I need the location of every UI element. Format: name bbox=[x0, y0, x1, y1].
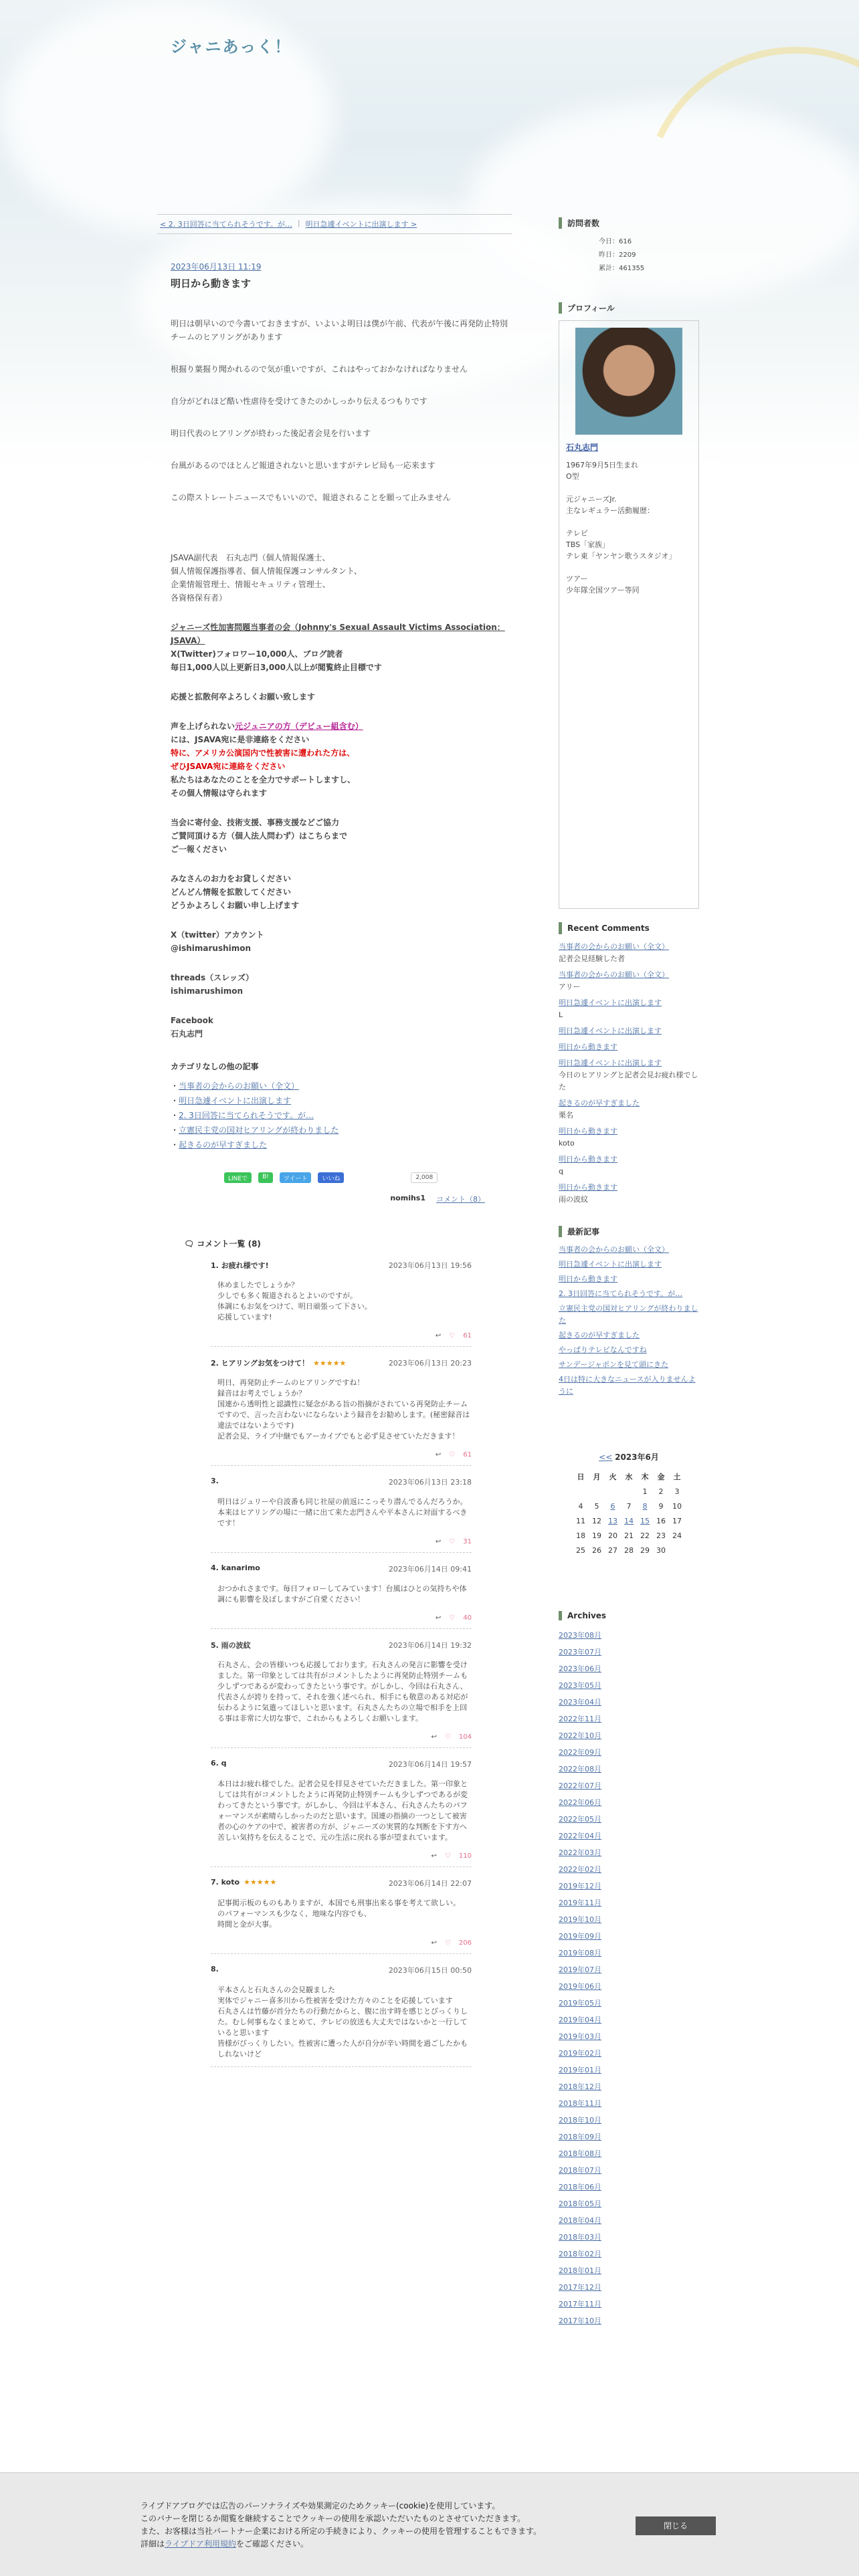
recent-comment-post-link[interactable]: 明日急遽イベントに出演します bbox=[559, 1059, 662, 1067]
newest-post-link[interactable]: サンデージャポンを見て頭にきた bbox=[559, 1360, 669, 1369]
rating-stars: ★★★★★ bbox=[313, 1359, 347, 1368]
calendar-day: 25 bbox=[576, 1545, 585, 1555]
nav-separator: | bbox=[297, 219, 300, 227]
main-article bbox=[157, 214, 512, 2067]
calendar-day: 10 bbox=[672, 1501, 682, 1511]
comment-item bbox=[211, 1553, 472, 1629]
call-line: には、JSAVA宛に是非連絡をください bbox=[171, 735, 310, 744]
archive-link[interactable]: 2022年05月 bbox=[559, 1815, 601, 1824]
archive-link[interactable]: 2019年05月 bbox=[559, 1999, 601, 2008]
archive-link[interactable]: 2018年07月 bbox=[559, 2166, 601, 2175]
visit-yesterday: 昨日：2209 bbox=[599, 251, 636, 259]
reply-icon[interactable]: ↩ bbox=[435, 1538, 442, 1545]
calendar-day bbox=[589, 1484, 605, 1499]
newest-post-link[interactable]: 明日急遽イベントに出演します bbox=[559, 1260, 662, 1269]
heart-icon[interactable]: ♡ bbox=[444, 1939, 451, 1947]
like-count: 104 bbox=[458, 1733, 472, 1741]
help-line: どんどん情報を拡散してください bbox=[171, 887, 292, 897]
calendar-day: 23 bbox=[656, 1531, 666, 1540]
archive-link[interactable]: 2018年10月 bbox=[559, 2116, 601, 2125]
comment-body: おつかれさまです。毎日フォローしてみています！台風はひとの気持ちや体調にも影響を及ぼしますがご自愛ください！ bbox=[217, 1584, 467, 1604]
calendar-day: 1 bbox=[642, 1487, 648, 1496]
recent-comment-author: 栗名 bbox=[559, 1111, 573, 1119]
comment-title-wrap bbox=[211, 1358, 346, 1368]
assoc-line: X(Twitter)フォロワー10,000人、ブログ読者 bbox=[171, 649, 343, 659]
calendar-day: 22 bbox=[640, 1531, 650, 1540]
profile-photo bbox=[575, 328, 682, 435]
visit-today: 今日：616 bbox=[599, 238, 632, 245]
calendar-day: 12 bbox=[592, 1516, 601, 1525]
cookie-line bbox=[140, 2538, 541, 2551]
reply-icon[interactable]: ↩ bbox=[431, 1852, 437, 1860]
calendar-day-header: 日 bbox=[577, 1473, 585, 1481]
cookie-line: このバナーを閉じるか閲覧を継続することでクッキーの使用を承認いただいたものとさせていただきます。 bbox=[140, 2514, 526, 2523]
reply-icon[interactable]: ↩ bbox=[435, 1332, 442, 1339]
calendar-prev-link[interactable]: << bbox=[599, 1453, 613, 1462]
calendar-day[interactable]: 6 bbox=[610, 1501, 615, 1511]
calendar-day: 18 bbox=[576, 1531, 585, 1540]
calendar-day[interactable]: 14 bbox=[624, 1516, 634, 1525]
calendar-day: 26 bbox=[592, 1545, 601, 1555]
comments-title bbox=[184, 1238, 512, 1249]
category-link[interactable]: 明日急遽イベントに出演します bbox=[179, 1096, 292, 1105]
list-item: ・起きるのが早すぎました bbox=[171, 1140, 268, 1150]
recent-comment-author: q bbox=[559, 1167, 563, 1176]
archive-link[interactable]: 2019年01月 bbox=[559, 2066, 601, 2074]
comment-actions bbox=[211, 1733, 472, 1741]
red-notice: 特に、アメリカ公演国内で性被害に遭われた方は、 bbox=[171, 748, 355, 758]
like-count: 110 bbox=[458, 1852, 472, 1860]
like-count: 40 bbox=[463, 1614, 472, 1622]
hatena-button[interactable]: B! bbox=[258, 1172, 273, 1183]
comments-link[interactable]: コメント（8） bbox=[436, 1195, 485, 1204]
recent-comment-author: L bbox=[559, 1010, 563, 1019]
comment-date: 2023年06月15日 00:50 bbox=[388, 1966, 472, 1975]
archive-link[interactable]: 2022年07月 bbox=[559, 1782, 601, 1790]
call-line: その個人情報は守られます bbox=[171, 788, 268, 798]
category-link[interactable]: 立憲民主党の国対ヒアリングが終わりました bbox=[179, 1125, 339, 1135]
newest-post-link[interactable]: 当事者の会からのお願い（全文） bbox=[559, 1245, 669, 1254]
cookie-close-button[interactable]: 閉じる bbox=[636, 2516, 716, 2535]
association-link[interactable]: ジャニーズ性加害問題当事者の会（Johnny's Sexual Assault Victims Association：JSAVA） bbox=[171, 623, 505, 645]
paragraph: 台風があるのでほとんど報道されないと思いますがテレビ局も一応来ます bbox=[171, 461, 436, 470]
archive-link[interactable]: 2019年12月 bbox=[559, 1882, 601, 1891]
comment-body: 石丸さん、会の皆様いつも応援しております。石丸さんの発言に影響を受けました。第一印象としては共有がコメントしたように再発防止特別チームも少しずつであるが変わってきたという事です。がしかし、今回は石丸さん、代表さんが誇りを持って、それを強く述べられ、相手にも敬意のある対応が伝わるように気遣ってほしいと思います。石丸さんたちの立場で相手を上回る事は非常に大切な事で、これからもよろしくお願いします。 bbox=[217, 1660, 468, 1723]
paragraph: 明日は朝早いので今書いておきますが、いよいよ明日は僕が午前、代表が午後に再発防止特別チームのヒアリングがあります bbox=[171, 319, 508, 342]
archive-link[interactable]: 2018年01月 bbox=[559, 2266, 601, 2275]
category-list bbox=[157, 1079, 512, 1152]
facebook-label: Facebook bbox=[171, 1016, 213, 1025]
archive-link[interactable]: 2023年06月 bbox=[559, 1665, 601, 1673]
archive-link[interactable]: 2017年10月 bbox=[559, 2317, 601, 2325]
share-buttons bbox=[157, 1172, 512, 1183]
recent-comment-author: 記者会見経験した者 bbox=[559, 954, 625, 963]
recent-comments-title: Recent Comments bbox=[559, 922, 699, 934]
terms-link[interactable]: ライブドア利用規約 bbox=[165, 2539, 236, 2549]
comment-actions bbox=[211, 1852, 472, 1860]
reply-icon[interactable]: ↩ bbox=[435, 1451, 442, 1459]
archive-link[interactable]: 2019年08月 bbox=[559, 1949, 601, 1957]
comment-title-wrap bbox=[211, 1564, 260, 1574]
call-line: 私たちはあなたのことを全力でサポートしますし、 bbox=[171, 775, 356, 784]
archive-link[interactable]: 2018年09月 bbox=[559, 2133, 601, 2141]
paragraph: 根掘り葉掘り聞かれるので気が重いですが、これはやっておかなければなりません bbox=[171, 364, 468, 374]
call-prefix: 声を上げられない bbox=[171, 722, 235, 731]
comment-body: 明日はジュリーや自波番も同じ社屋の前返にこっそり潜んでるんだろうか。 本来はヒアリングの場に一緒に出て来た志門さんや平本さんに対面するべきです！ bbox=[217, 1497, 468, 1527]
comment-body: 休めましたでしょうか？ 少しでも多く報道されるとよいのですが。 体調にもお気をつけて、明日頑張って下さい。 応援しています! bbox=[217, 1281, 372, 1321]
call-line bbox=[171, 720, 512, 733]
calendar-day bbox=[621, 1484, 637, 1499]
comment-icon: 🗨 bbox=[184, 1239, 197, 1249]
x-id: @ishimarushimon bbox=[171, 944, 252, 953]
calendar-day bbox=[573, 1484, 589, 1499]
newest-post-link[interactable]: 起きるのが早すぎました bbox=[559, 1331, 640, 1339]
comments-title-text: コメント一覧 (8) bbox=[197, 1239, 261, 1249]
cookie-line: また、お客様は当社パートナー企業における所定の手続きにより、クッキーの使用を管理することもできます。 bbox=[140, 2527, 542, 2536]
comment-item bbox=[211, 1347, 472, 1466]
calendar-day: 28 bbox=[624, 1545, 634, 1555]
profile-info: 1967年9月5日生まれ O型 元ジャニーズJr. 主なレギュラー活動履歴： テレビ TBS「家族」 テレ東「ヤンヤン歌うスタジオ」 ツアー 少年隊全国ツアー等同 bbox=[566, 461, 676, 595]
archive-link[interactable]: 2019年07月 bbox=[559, 1965, 601, 1974]
like-count: 31 bbox=[463, 1538, 472, 1545]
paragraph: 明日代表のヒアリングが終わった後記者会見を行います bbox=[171, 429, 371, 438]
archive-link[interactable]: 2022年10月 bbox=[559, 1731, 601, 1740]
comment-item bbox=[211, 1629, 472, 1748]
comment-header bbox=[211, 1564, 472, 1574]
calendar-day bbox=[669, 1543, 685, 1558]
archive-link[interactable]: 2022年08月 bbox=[559, 1765, 601, 1774]
comment-title-wrap bbox=[211, 1878, 276, 1889]
archive-link[interactable]: 2018年02月 bbox=[559, 2250, 601, 2258]
archive-link[interactable]: 2018年05月 bbox=[559, 2199, 601, 2208]
junior-link[interactable]: 元ジュニアの方（デビュー組含む） bbox=[235, 722, 363, 731]
recent-comment-author: koto bbox=[559, 1139, 575, 1148]
assoc-line: 毎日1,000人以上更新日3,000人以上が閲覧終止目標です bbox=[171, 663, 382, 672]
archive-link[interactable]: 2019年04月 bbox=[559, 2016, 601, 2024]
threads-label: threads（スレッズ） bbox=[171, 973, 254, 982]
comment-date: 2023年06月13日 23:18 bbox=[388, 1478, 472, 1487]
prev-post-link[interactable]: < 2. 3日回答に当てられそうです。が… bbox=[160, 220, 292, 229]
comment-title-wrap bbox=[211, 1477, 219, 1487]
red-notice: ぜひJSAVA宛に連絡をください bbox=[171, 762, 286, 771]
recent-comment-post-link[interactable]: 明日から動きます bbox=[559, 1127, 617, 1136]
newest-post-link[interactable]: 2. 3日回答に当てられそうです。が… bbox=[559, 1289, 683, 1298]
comment-author: 6. q bbox=[211, 1759, 227, 1767]
archive-link[interactable]: 2022年03月 bbox=[559, 1848, 601, 1857]
calendar-day: 19 bbox=[592, 1531, 601, 1540]
comment-header bbox=[211, 1878, 472, 1889]
donate-line: ご一報ください bbox=[171, 845, 227, 854]
comment-item bbox=[211, 1867, 472, 1954]
newest-post-link[interactable]: やっぱりテレビなんですね bbox=[559, 1346, 647, 1354]
line-share-button[interactable]: LINEで bbox=[224, 1172, 252, 1183]
archive-link[interactable]: 2019年11月 bbox=[559, 1899, 601, 1907]
recent-comment-author: 雨の波紋 bbox=[559, 1195, 588, 1204]
post-body bbox=[157, 317, 512, 1041]
newest-post-link[interactable]: 4日は特に大きなニュースが入りませんように bbox=[559, 1375, 696, 1396]
comment-title-wrap bbox=[211, 1759, 227, 1769]
heart-icon[interactable]: ♡ bbox=[449, 1451, 456, 1459]
calendar-day: 4 bbox=[578, 1501, 583, 1511]
profile-name[interactable]: 石丸志門 bbox=[566, 443, 599, 452]
archive-link[interactable]: 2018年08月 bbox=[559, 2149, 601, 2158]
comment-header bbox=[211, 1640, 472, 1650]
comment-item bbox=[211, 1466, 472, 1553]
calendar-day: 20 bbox=[608, 1531, 617, 1540]
facebook-like-button[interactable]: いいね bbox=[318, 1172, 344, 1183]
author-name: nomihs1 bbox=[390, 1194, 425, 1202]
newest-post-link[interactable]: 立憲民主党の国対ヒアリングが終わりました bbox=[559, 1304, 698, 1325]
calendar-day[interactable]: 13 bbox=[608, 1516, 617, 1525]
archive-link[interactable]: 2018年03月 bbox=[559, 2233, 601, 2242]
calendar-day: 3 bbox=[674, 1487, 680, 1496]
calendar-day: 24 bbox=[672, 1531, 682, 1540]
list-item: ・2. 3日回答に当てられそうです。が… bbox=[171, 1111, 314, 1120]
calendar-day-header: 金 bbox=[657, 1473, 665, 1481]
heart-icon[interactable]: ♡ bbox=[449, 1332, 456, 1339]
donate-line: 当会に寄付金、技術支援、事務支援などご協力 bbox=[171, 818, 340, 827]
calendar-day: 9 bbox=[658, 1501, 664, 1511]
recent-comment-post-link[interactable]: 当事者の会からのお願い（全文） bbox=[559, 970, 669, 979]
author-line bbox=[157, 1194, 512, 1204]
newest-post-link[interactable]: 明日から動きます bbox=[559, 1275, 617, 1283]
comment-header bbox=[211, 1477, 472, 1487]
archive-link[interactable]: 2019年10月 bbox=[559, 1915, 601, 1924]
calendar-day bbox=[605, 1484, 621, 1499]
comment-author: 1. お疲れ様です! bbox=[211, 1261, 269, 1270]
post-navigation bbox=[157, 214, 512, 234]
comment-body: 平本さんと石丸さんの会見観ました 実体でジャニー喜多川から性被害を受けた方々のことを応援しています 石丸さんは竹藤が首分たちの行動だからと、腹に出す時を感じとびっくりした。むし何事もなくまとめて、テレビの放送も大丈夫ではないかと一行していると思います 皆様がびっくりしたい。性被害に遭った人が自分が辛い時間を過ごしたかもしれないけど bbox=[217, 1985, 468, 2058]
calendar-day-header: 月 bbox=[593, 1473, 601, 1481]
comment-item bbox=[211, 1954, 472, 2067]
profile-section bbox=[559, 302, 699, 909]
tweet-button[interactable]: ツイート bbox=[280, 1172, 312, 1183]
archive-link[interactable]: 2018年06月 bbox=[559, 2183, 601, 2191]
comment-title-wrap bbox=[211, 1640, 251, 1650]
help-line: どうかよろしくお願い申し上げます bbox=[171, 901, 300, 910]
comment-author: 7. koto bbox=[211, 1878, 240, 1887]
newest-title: 最新記事 bbox=[559, 1226, 699, 1237]
comment-author: 4. kanarimo bbox=[211, 1564, 260, 1572]
like-count: 61 bbox=[463, 1451, 472, 1459]
comment-date: 2023年06月14日 19:32 bbox=[388, 1641, 472, 1650]
comment-actions bbox=[211, 1538, 472, 1545]
category-link[interactable]: 2. 3日回答に当てられそうです。が… bbox=[179, 1111, 314, 1120]
archive-link[interactable]: 2023年05月 bbox=[559, 1681, 601, 1690]
calendar-day: 30 bbox=[656, 1545, 666, 1555]
comment-date: 2023年06月14日 19:57 bbox=[388, 1760, 472, 1769]
comment-actions bbox=[211, 1939, 472, 1947]
calendar-day[interactable]: 8 bbox=[642, 1501, 648, 1511]
site-title[interactable]: ジャニあっく！ bbox=[171, 37, 292, 56]
comment-date: 2023年06月13日 20:23 bbox=[388, 1359, 472, 1368]
support-text: 応援と拡散何卒よろしくお願い致します bbox=[171, 692, 316, 702]
like-count: 206 bbox=[458, 1939, 472, 1947]
calendar-day: 11 bbox=[576, 1516, 585, 1525]
visit-counts bbox=[559, 235, 699, 276]
comment-header bbox=[211, 1358, 472, 1368]
paragraph: 自分がどれほど酷い性虐待を受けてきたのかしっかり伝えるつもりです bbox=[171, 397, 427, 406]
comment-body: 本日はお疲れ様でした。記者会見を拝見させていただきました。第一印象としては共有がコメントしたように再発防止特別チームも少しずつであるが変わってきたという事です。がしかし、今回は平本さん、石丸さんたちのパフォーマンスが素晴らしかったのだと思います。国連の指摘の一つとして被害者の心のケアの中で、被害者の方が、ジャニーズの実質的な判断を下す方へ苦しい気持ちを伝えることで、元の生活に戻れる事が望まれています。 bbox=[217, 1780, 468, 1842]
calendar-day[interactable]: 15 bbox=[640, 1516, 650, 1525]
recent-comment-post-link[interactable]: 明日から動きます bbox=[559, 1043, 617, 1051]
comment-date: 2023年06月13日 19:56 bbox=[388, 1261, 472, 1270]
recent-comment-author: アリー bbox=[559, 982, 581, 991]
next-post-link[interactable]: 明日急遽イベントに出演します > bbox=[305, 220, 417, 229]
visits-title: 訪問者数 bbox=[559, 217, 699, 229]
comment-actions bbox=[211, 1451, 472, 1459]
donate-line[interactable]: ご賛同頂ける方（個人法人問わず）はこちらまで bbox=[171, 831, 348, 841]
comment-title-wrap bbox=[211, 1260, 269, 1271]
archive-link[interactable]: 2017年12月 bbox=[559, 2283, 601, 2292]
comment-item bbox=[211, 1748, 472, 1867]
list-item: ・明日急遽イベントに出演します bbox=[171, 1096, 292, 1105]
recent-comment-post-link[interactable]: 明日から動きます bbox=[559, 1155, 617, 1164]
comment-header bbox=[211, 1260, 472, 1271]
newest-posts bbox=[559, 1226, 699, 1398]
recent-comments bbox=[559, 922, 699, 1206]
paragraph: この際ストレートニュースでもいいので、報道されることを願って止みません bbox=[171, 493, 451, 502]
comment-actions bbox=[211, 1614, 472, 1622]
archives bbox=[559, 1611, 699, 2329]
reply-icon[interactable]: ↩ bbox=[431, 1733, 437, 1741]
archive-link[interactable]: 2019年09月 bbox=[559, 1932, 601, 1941]
calendar-day: 2 bbox=[658, 1487, 664, 1496]
like-count: 61 bbox=[463, 1332, 472, 1339]
recent-comment-post-link[interactable]: 明日急遽イベントに出演します bbox=[559, 998, 662, 1007]
cookie-text-a: 詳細は bbox=[140, 2539, 165, 2549]
calendar-day-header: 水 bbox=[625, 1473, 633, 1481]
archive-link[interactable]: 2019年02月 bbox=[559, 2049, 601, 2058]
archive-link[interactable]: 2022年11月 bbox=[559, 1715, 601, 1723]
cookie-text bbox=[140, 2500, 541, 2551]
category-link[interactable]: 当事者の会からのお願い（全文） bbox=[179, 1081, 300, 1091]
rating-stars: ★★★★★ bbox=[244, 1878, 277, 1887]
archive-link[interactable]: 2023年04月 bbox=[559, 1698, 601, 1707]
archive-link[interactable]: 2022年09月 bbox=[559, 1748, 601, 1757]
archive-link[interactable]: 2022年04月 bbox=[559, 1832, 601, 1840]
category-title: カテゴリなしの他の記事 bbox=[171, 1062, 259, 1071]
calendar-day: 16 bbox=[656, 1516, 666, 1525]
archives-title: Archives bbox=[559, 1611, 699, 1620]
sidebar bbox=[559, 217, 699, 2329]
calendar-day: 27 bbox=[608, 1545, 617, 1555]
heart-icon[interactable]: ♡ bbox=[449, 1538, 456, 1545]
comment-header bbox=[211, 1965, 472, 1975]
bookmark-count-button[interactable]: 2,008 bbox=[411, 1172, 438, 1183]
threads-id: ishimarushimon bbox=[171, 986, 244, 996]
comment-author: 2. ヒアリングお気をつけて！ bbox=[211, 1359, 310, 1368]
calendar-day: 7 bbox=[626, 1501, 632, 1511]
comment-body: 明日、再発防止チームのヒアリングですね！ 録音はお考えでしょうか？ 国連から透明性と認識性に疑念がある旨の指摘がされている再発防止チームですので、言った言わないにならないよう録音をお勧めします。(秘密録音は違法ではないようです) 記者会見、ライブ中継でもアーカイブでもと必ず見させていただきます！ bbox=[217, 1378, 470, 1440]
comment-actions bbox=[211, 1332, 472, 1339]
post-date[interactable]: 2023年06月13日 11:19 bbox=[171, 262, 262, 272]
archive-link[interactable]: 2022年06月 bbox=[559, 1798, 601, 1807]
calendar-day-header: 火 bbox=[609, 1473, 617, 1481]
archive-link[interactable]: 2023年07月 bbox=[559, 1648, 601, 1656]
list-item: ・立憲民主党の国対ヒアリングが終わりました bbox=[171, 1125, 339, 1135]
calendar bbox=[559, 1451, 699, 1558]
calendar-header bbox=[559, 1451, 699, 1463]
archive-link[interactable]: 2019年06月 bbox=[559, 1982, 601, 1991]
list-item: ・当事者の会からのお願い（全文） bbox=[171, 1081, 300, 1091]
category-link[interactable]: 起きるのが早すぎました bbox=[179, 1140, 268, 1150]
recent-comment-post-link[interactable]: 明日急遽イベントに出演します bbox=[559, 1027, 662, 1035]
calendar-title: 2023年6月 bbox=[615, 1453, 659, 1462]
comment-author: 5. 雨の波紋 bbox=[211, 1641, 251, 1650]
calendar-day: 21 bbox=[624, 1531, 634, 1540]
comments-section bbox=[157, 1238, 512, 2067]
org-line: JSAVA副代表 石丸志門（個人情報保護士、 bbox=[171, 553, 330, 562]
archive-link[interactable]: 2017年11月 bbox=[559, 2300, 601, 2309]
archive-link[interactable]: 2019年03月 bbox=[559, 2032, 601, 2041]
archive-link[interactable]: 2022年02月 bbox=[559, 1865, 601, 1874]
org-line: 各資格保有者） bbox=[171, 593, 227, 603]
cookie-line: ライブドアブログでは広告のパーソナライズや効果測定のためクッキー(cookie)を使用しています。 bbox=[140, 2501, 500, 2510]
help-line: みなさんのお力をお貸しください bbox=[171, 874, 292, 883]
comment-date: 2023年06月14日 22:07 bbox=[388, 1879, 472, 1888]
recent-comment-post-link[interactable]: 明日から動きます bbox=[559, 1183, 617, 1192]
calendar-day: 17 bbox=[672, 1516, 682, 1525]
heart-icon[interactable]: ♡ bbox=[449, 1614, 456, 1622]
comment-date: 2023年06月14日 09:41 bbox=[388, 1565, 472, 1574]
facebook-id: 石丸志門 bbox=[171, 1029, 203, 1039]
calendar-day: 29 bbox=[640, 1545, 650, 1555]
org-line: 個人情報保護指導者、個人情報保護コンサルタント、 bbox=[171, 566, 362, 576]
comment-author: 3. bbox=[211, 1477, 219, 1485]
recent-comment-post-link[interactable]: 当事者の会からのお願い（全文） bbox=[559, 942, 669, 951]
profile-box bbox=[559, 320, 699, 909]
archive-link[interactable]: 2018年11月 bbox=[559, 2099, 601, 2108]
calendar-day-header: 土 bbox=[673, 1473, 681, 1481]
profile-title: プロフィール bbox=[559, 302, 699, 314]
comment-body: 記事掲示板のものもありますが、本国でも刑事出来る事を考えて欲しい。 のパフォーマンスも少なく、地味な内容でも、 時間と金が大事。 bbox=[217, 1899, 460, 1929]
calendar-day: 5 bbox=[594, 1501, 599, 1511]
comment-header bbox=[211, 1759, 472, 1769]
post-title: 明日から動きます bbox=[171, 278, 252, 290]
recent-comment-post-link[interactable]: 起きるのが早すぎました bbox=[559, 1099, 640, 1107]
comment-item bbox=[211, 1249, 472, 1347]
cookie-text-b: をご確認ください。 bbox=[235, 2539, 308, 2549]
archive-link[interactable]: 2018年12月 bbox=[559, 2082, 601, 2091]
x-label: X（twitter）アカウント bbox=[171, 930, 264, 940]
reply-icon[interactable]: ↩ bbox=[435, 1614, 442, 1622]
archive-link[interactable]: 2023年08月 bbox=[559, 1631, 601, 1640]
archive-link[interactable]: 2018年04月 bbox=[559, 2216, 601, 2225]
cookie-banner bbox=[0, 2472, 859, 2576]
org-line: 企業情報管理士、情報セキュリティ管理士、 bbox=[171, 580, 330, 589]
calendar-table bbox=[573, 1469, 685, 1558]
heart-icon[interactable]: ♡ bbox=[444, 1852, 451, 1860]
calendar-day-header: 木 bbox=[641, 1473, 649, 1481]
visit-total: 累計：461355 bbox=[599, 265, 645, 272]
comment-author: 8. bbox=[211, 1965, 219, 1973]
heart-icon[interactable]: ♡ bbox=[444, 1733, 451, 1741]
recent-comment-author: 今日のヒアリングと記者会見お疲れ様でした bbox=[559, 1071, 698, 1091]
reply-icon[interactable]: ↩ bbox=[431, 1939, 437, 1947]
comment-title-wrap bbox=[211, 1965, 219, 1975]
